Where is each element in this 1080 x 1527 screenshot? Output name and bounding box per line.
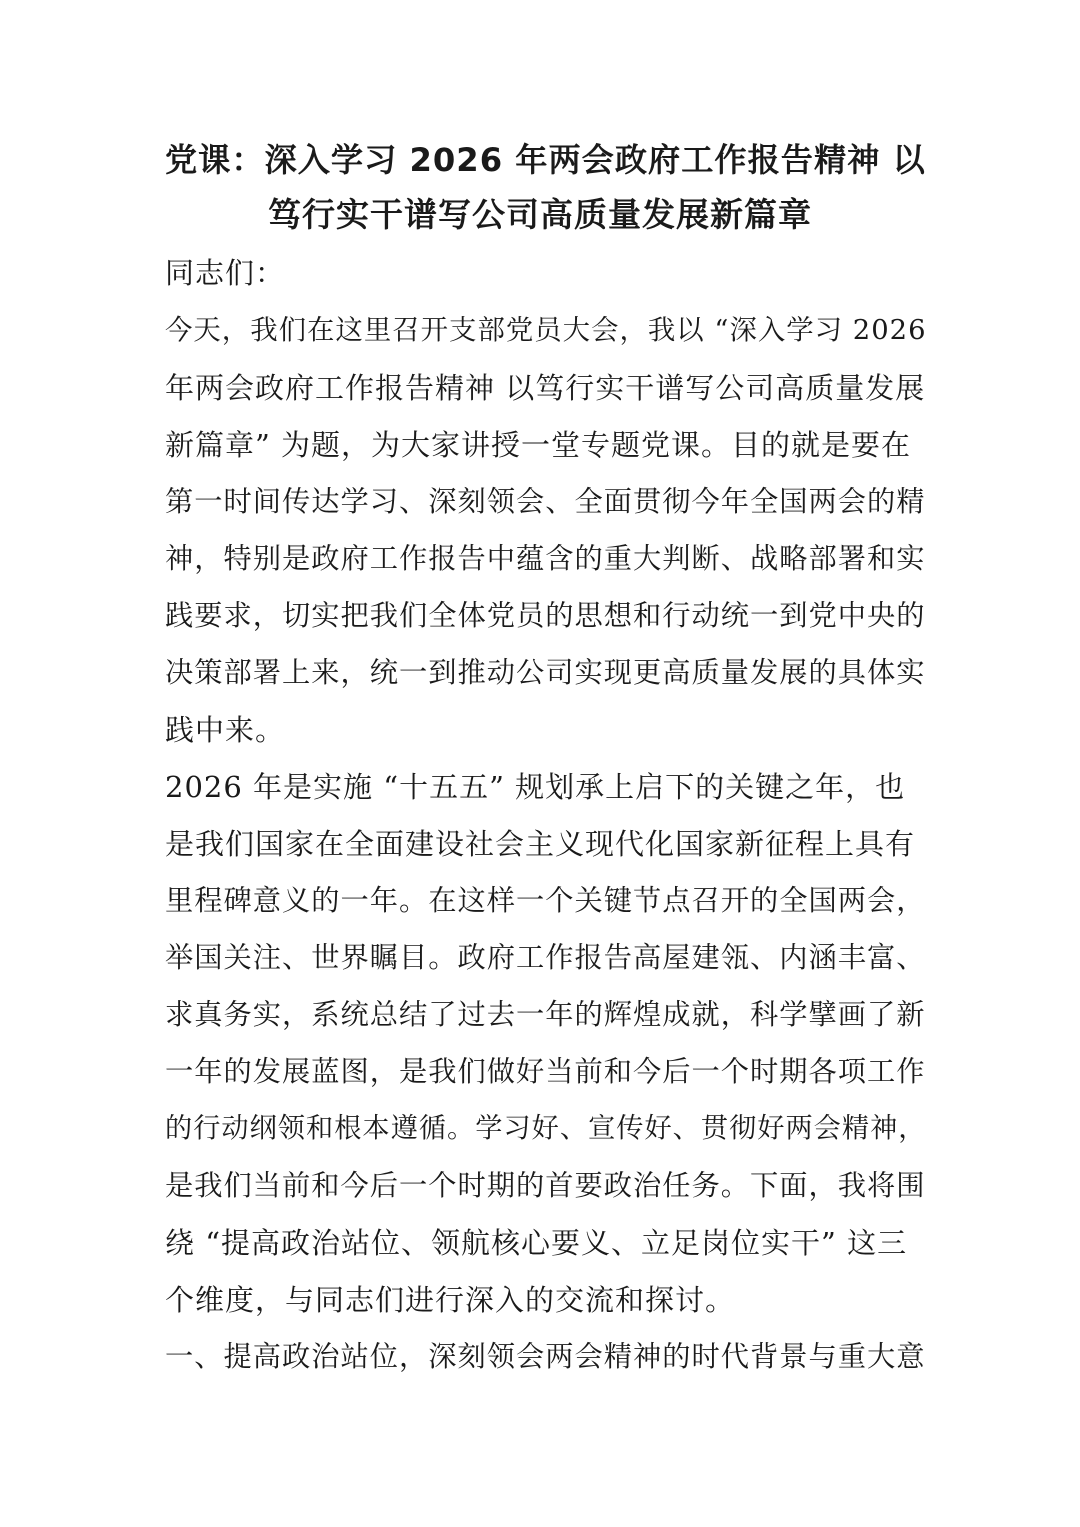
body-line: 新篇章” 为题，为大家讲授一堂专题党课。目的就是要在 (165, 428, 912, 462)
body-line: 今天，我们在这里召开支部党员大会，我以 “深入学习 2026 (165, 315, 927, 346)
section-heading: 一、提高政治站位，深刻领会两会精神的时代背景与重大意 (165, 1340, 926, 1373)
body-line: 绕 “提高政治站位、领航核心要义、立足岗位实干” 这三 (165, 1226, 908, 1260)
body-line: 神，特别是政府工作报告中蕴含的重大判断、战略部署和实 (165, 542, 926, 575)
body-line: 举国关注、世界瞩目。政府工作报告高屋建瓴、内涵丰富、 (165, 941, 926, 974)
body-line: 求真务实，系统总结了过去一年的辉煌成就，科学擘画了新 (165, 998, 926, 1031)
body-line: 2026 年是实施 “十五五” 规划承上启下的关键之年，也 (165, 770, 906, 804)
body-line: 是我们国家在全面建设社会主义现代化国家新征程上具有 (165, 827, 916, 861)
document-title-line-1: 党课：深入学习 2026 年两会政府工作报告精神 以 (165, 141, 926, 179)
body-line: 年两会政府工作报告精神 以笃行实干谱写公司高质量发展 (165, 371, 926, 405)
body-line: 第一时间传达学习、深刻领会、全面贯彻今年全国两会的精 (165, 485, 926, 518)
document-title-line-2: 笃行实干谱写公司高质量发展新篇章 (268, 195, 812, 234)
body-line: 个维度，与同志们进行深入的交流和探讨。 (165, 1283, 736, 1317)
body-line: 一年的发展蓝图，是我们做好当前和今后一个时期各项工作 (165, 1055, 926, 1088)
body-line: 是我们当前和今后一个时期的首要政治任务。下面，我将围 (165, 1169, 926, 1202)
body-line: 践中来。 (165, 713, 286, 747)
body-line: 践要求，切实把我们全体党员的思想和行动统一到党中央的 (165, 599, 926, 632)
body-line: 里程碑意义的一年。在这样一个关键节点召开的全国两会， (165, 884, 926, 917)
body-line: 决策部署上来，统一到推动公司实现更高质量发展的具体实 (165, 656, 926, 689)
body-line: 的行动纲领和根本遵循。学习好、宣传好、贯彻好两会精神， (165, 1113, 927, 1144)
salutation: 同志们： (165, 256, 286, 290)
